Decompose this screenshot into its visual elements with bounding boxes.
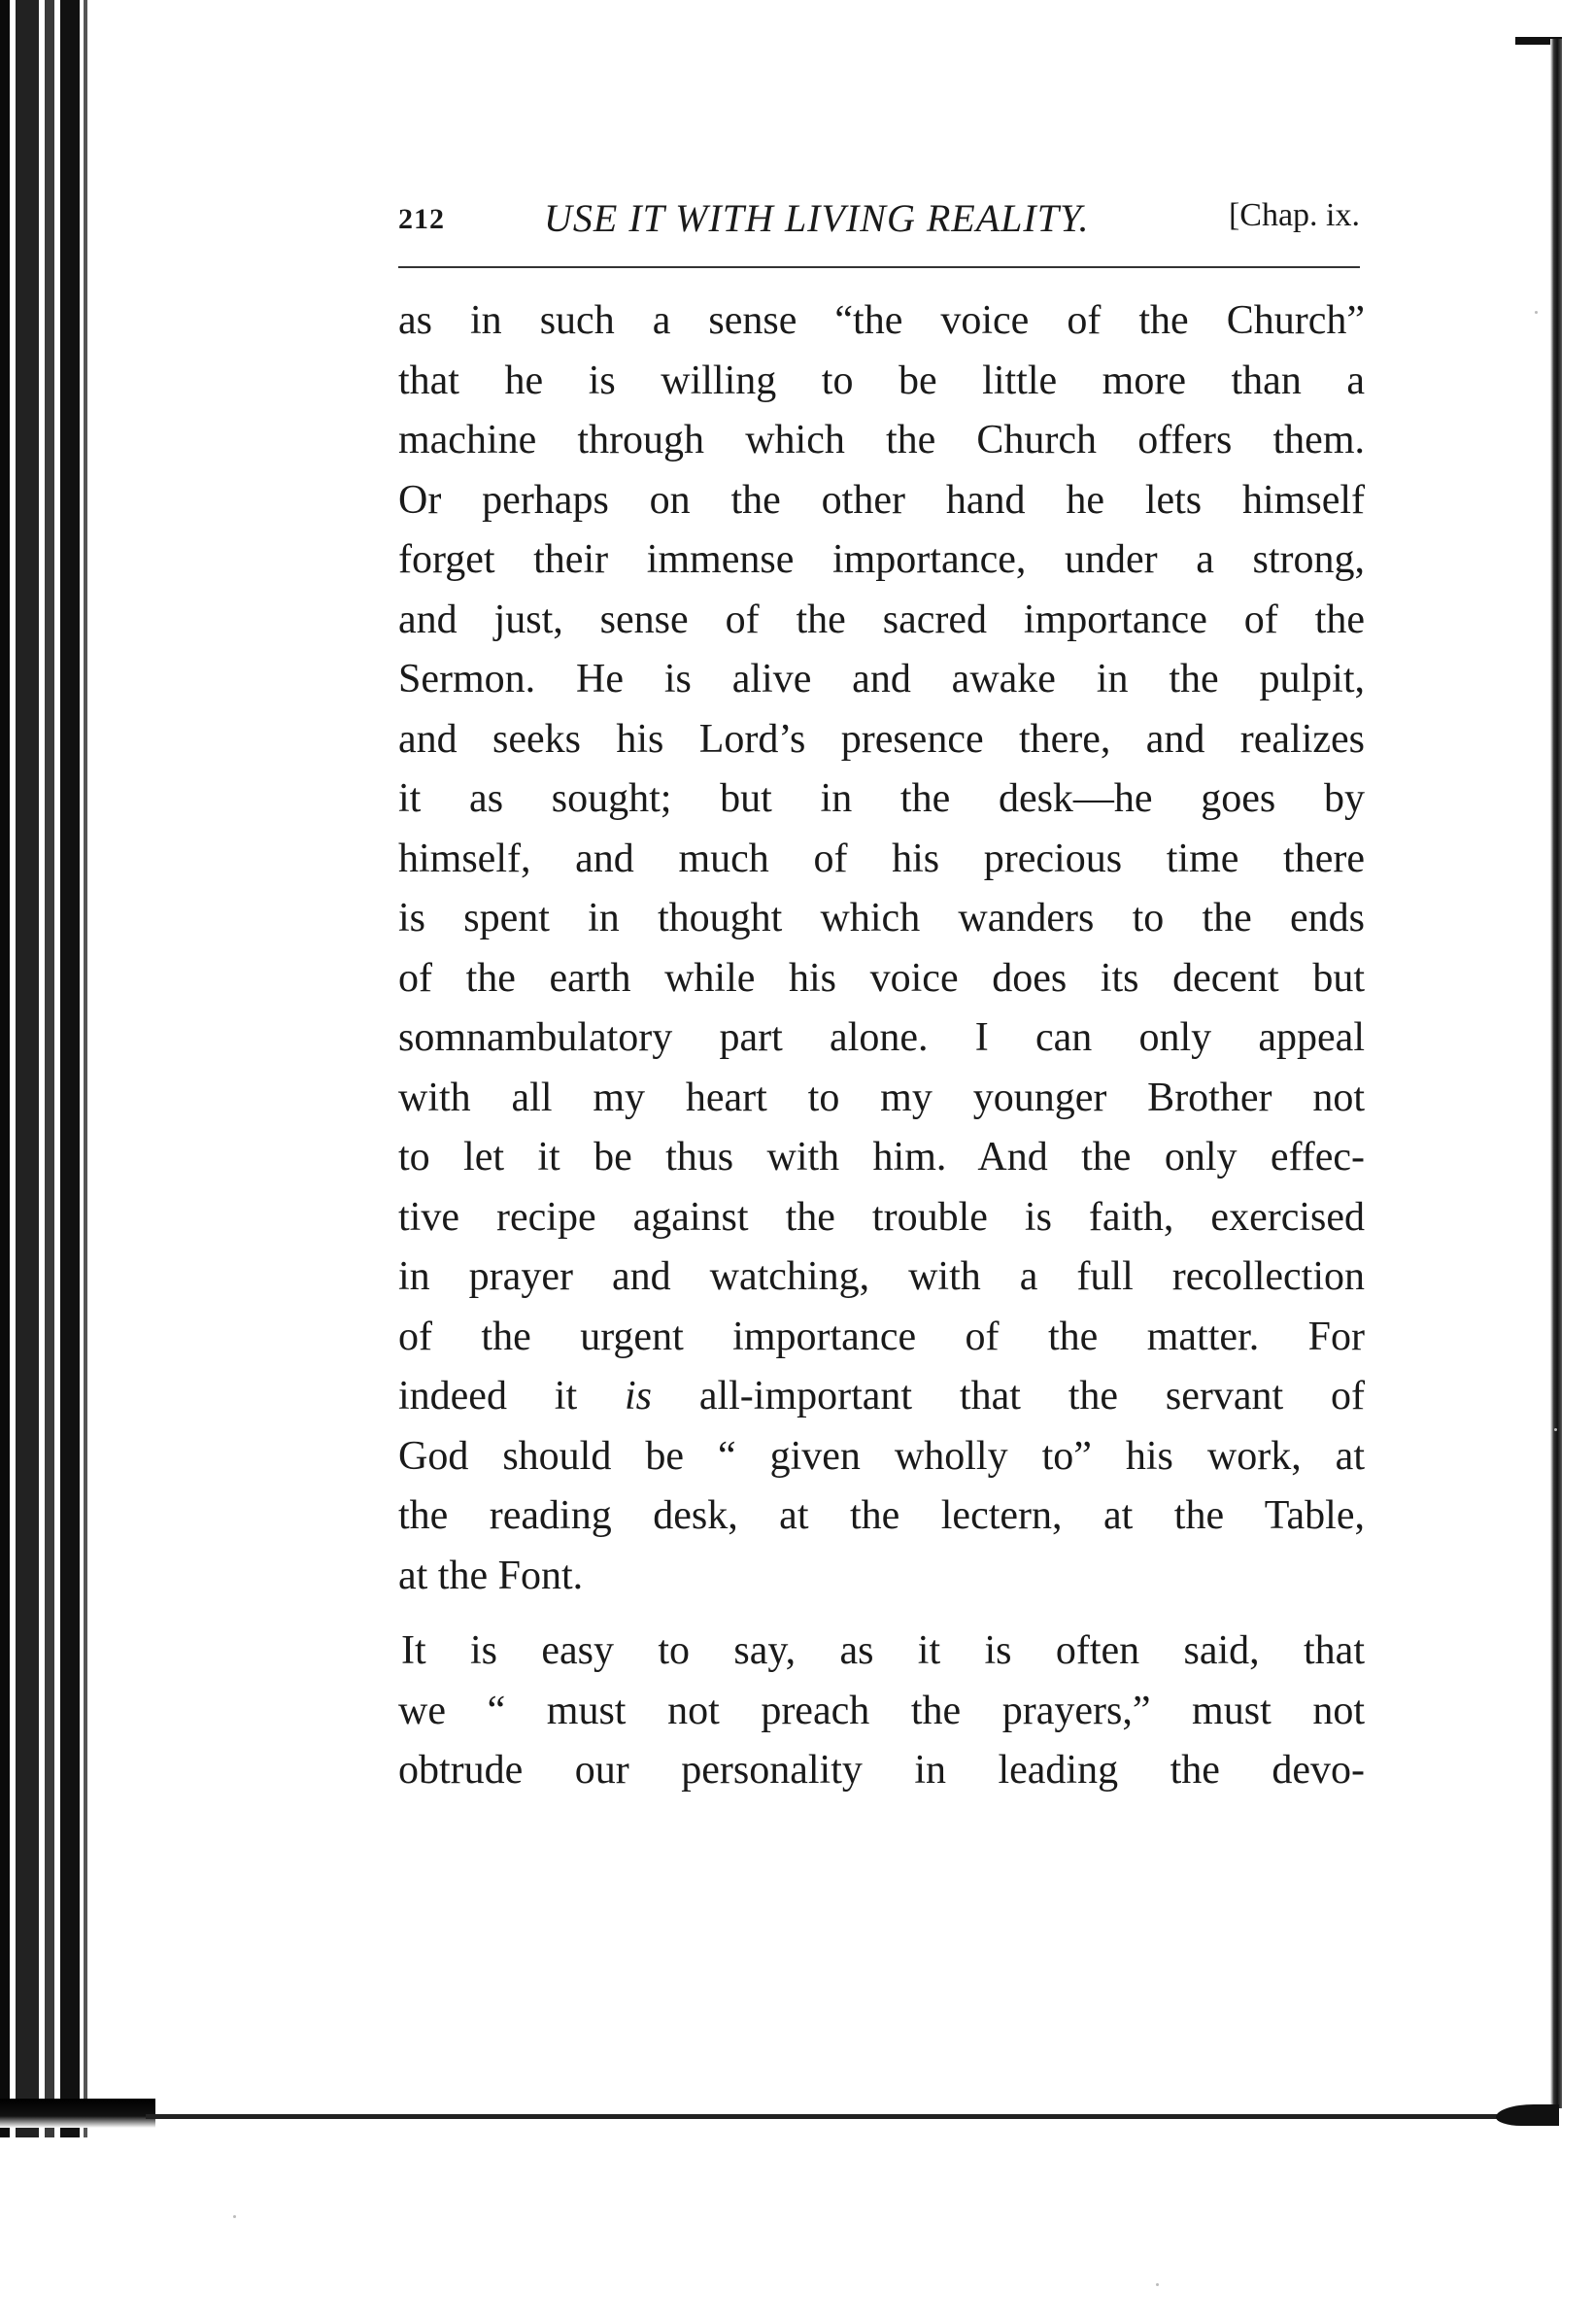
text-line: we “ must not preach the prayers,” must not: [398, 1688, 1365, 1733]
text-line: of the urgent importance of the matter. For: [398, 1314, 1365, 1359]
header-rule: [398, 266, 1360, 268]
text-line: obtrude our personality in leading the devo-: [398, 1748, 1365, 1793]
text-line: and just, sense of the sacred importance of the: [398, 597, 1365, 642]
text-line: forget their immense importance, under a strong,: [398, 537, 1365, 582]
paper-speck: [1156, 2283, 1159, 2286]
text-line: himself, and much of his precious time there: [398, 836, 1365, 881]
paper-speck: [1535, 311, 1538, 314]
paper-speck: [233, 2215, 236, 2218]
text-line: Or perhaps on the other hand he lets himself: [398, 477, 1365, 523]
paper-speck: [1554, 1428, 1557, 1431]
page-edge-right: [1550, 39, 1562, 2108]
text-line: the reading desk, at the lectern, at the Table,: [398, 1493, 1365, 1538]
text-line: in prayer and watching, with a full recollection: [398, 1254, 1365, 1299]
running-header: [398, 189, 1360, 250]
emphasized-word: is: [624, 1374, 652, 1418]
text-line: with all my heart to my younger Brother not: [398, 1075, 1365, 1120]
chapter-label: [Chap. ix.: [1228, 197, 1360, 233]
text-line: that he is willing to be little more than a: [398, 358, 1365, 403]
page-number: 212: [398, 203, 445, 235]
text-line: to let it be thus with him. And the only effec-: [398, 1135, 1365, 1179]
text-line: machine through which the Church offers them.: [398, 418, 1365, 462]
book-binding-left-edge: [0, 0, 92, 2137]
paragraph-gap: [398, 1606, 1365, 1622]
paragraph: [398, 1622, 1365, 1801]
page-bottom-corner: [1496, 2104, 1559, 2126]
text-line: It is easy to say, as it is often said, that: [401, 1628, 1365, 1673]
text-line-emphasis: [398, 1367, 1365, 1427]
text-line: Sermon. He is alive and awake in the pulpit,: [398, 657, 1365, 701]
text-segment: indeed it: [398, 1374, 578, 1418]
paragraph: [398, 291, 1365, 1606]
text-line: as in such a sense “the voice of the Church”: [398, 298, 1365, 343]
page-bottom-edge: [146, 2114, 1535, 2119]
book-binding-bottom-shadow: [0, 2099, 155, 2128]
text-line: God should be “ given wholly to” his work, at: [398, 1433, 1365, 1479]
text-line: of the earth while his voice does its decent but: [398, 955, 1365, 1001]
text-line: at the Font.: [398, 1553, 584, 1598]
running-title: USE IT WITH LIVING REALITY.: [544, 196, 1090, 240]
text-segment: all-important that the servant of: [698, 1374, 1365, 1418]
text-line: somnambulatory part alone. I can only appeal: [398, 1015, 1365, 1060]
text-line: and seeks his Lord’s presence there, and realizes: [398, 716, 1365, 762]
text-line: it as sought; but in the desk—he goes by: [398, 776, 1365, 821]
text-line: tive recipe against the trouble is faith, exercised: [398, 1194, 1365, 1240]
body-text: [398, 291, 1365, 1801]
text-line: is spent in thought which wanders to the ends: [398, 896, 1365, 940]
